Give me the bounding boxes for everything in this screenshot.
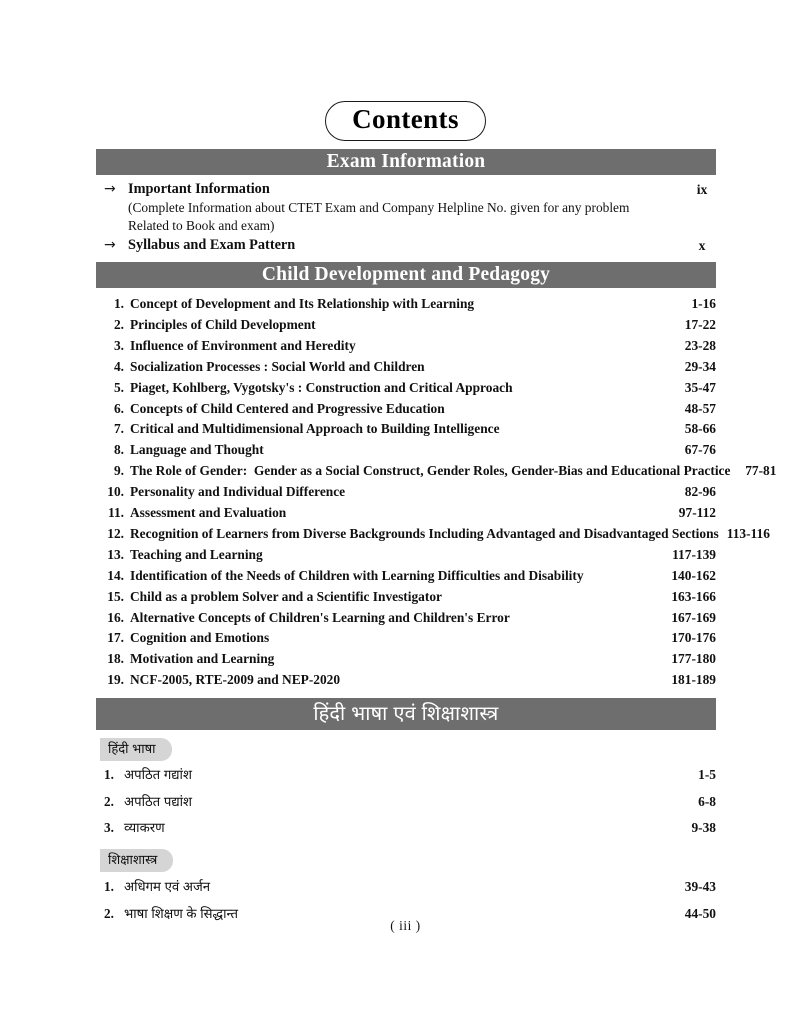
toc-row-label: Critical and Multidimensional Approach to Building Intelligence (130, 421, 500, 437)
toc-row-page: 97-112 (678, 505, 716, 520)
toc-row-number: 13. (107, 546, 124, 562)
toc-row-number: 11. (108, 505, 124, 520)
toc-row[interactable] (96, 567, 716, 584)
toc-row-page: 23-28 (684, 337, 716, 353)
toc-row-page: 82-96 (684, 484, 716, 500)
toc-row-number: 15. (107, 588, 124, 604)
toc-row-page: 35-47 (684, 379, 716, 395)
section-heading-child-development-and-pedagogy: Child Development and Pedagogy (96, 262, 716, 288)
toc-row[interactable] (96, 441, 716, 458)
toc-row-label: Cognition and Emotions (130, 630, 270, 646)
toc-row-number: 9. (113, 463, 124, 479)
toc-row[interactable] (96, 337, 716, 354)
toc-row-page: 39-43 (684, 879, 716, 894)
toc-row-number: 3. (113, 337, 124, 353)
exam-info-entry-title: Important Information (128, 181, 270, 197)
toc-row[interactable] (96, 400, 716, 417)
toc-row-page: 113-116 (726, 525, 770, 541)
exam-info-entry-note-line-1: (Complete Information about CTET Exam and Company Helpline No. given for any problem (128, 200, 630, 215)
toc-row[interactable] (96, 358, 716, 375)
toc-row-number: 7. (113, 421, 124, 437)
toc-row[interactable] (96, 316, 716, 333)
toc-row-page: 6-8 (698, 793, 716, 809)
toc-row[interactable] (96, 546, 716, 563)
toc-row-page: 58-66 (684, 421, 716, 437)
toc-row-label: Identification of the Needs of Children with Learning Difficulties and Disability (130, 567, 584, 583)
toc-row-page: 48-57 (684, 400, 716, 416)
toc-row[interactable] (96, 483, 716, 500)
toc-row-label: भाषा शिक्षण के सिद्धान्त (124, 905, 239, 921)
toc-row-number: 2. (104, 905, 114, 921)
toc-row[interactable] (104, 793, 716, 811)
toc-row[interactable] (96, 295, 716, 312)
toc-row-label: Piaget, Kohlberg, Vygotsky's : Construction and Critical Approach (130, 379, 513, 395)
toc-row-label: Alternative Concepts of Children's Learning and Children's Error (130, 609, 510, 625)
page-number-footer: ( iii ) (390, 918, 421, 933)
toc-row[interactable] (96, 462, 777, 479)
toc-row-page: 77-81 (745, 463, 777, 479)
toc-row-number: 10. (107, 484, 124, 500)
exam-info-entry-page: ix (696, 182, 708, 197)
toc-row-page: 163-166 (671, 588, 716, 604)
exam-info-entry-body (128, 180, 688, 234)
exam-info-entry-important-information[interactable] (104, 180, 716, 234)
toc-row-page: 140-162 (671, 567, 716, 583)
toc-row-number: 4. (113, 358, 124, 374)
page-title-wrapper (0, 101, 811, 141)
toc-row-label: NCF-2005, RTE-2009 and NEP-2020 (130, 672, 341, 688)
toc-row-page: 177-180 (671, 651, 716, 667)
toc-row-number: 3. (104, 820, 114, 835)
toc-row-page: 1-16 (691, 296, 716, 311)
toc-row[interactable] (96, 609, 716, 626)
toc-row-number: 17. (107, 630, 124, 646)
exam-info-entry-page: x (698, 238, 706, 253)
toc-row-label: Language and Thought (130, 442, 264, 458)
toc-row-label: Assessment and Evaluation (130, 505, 287, 520)
toc-row[interactable] (96, 629, 716, 646)
toc-row-label: Influence of Environment and Heredity (130, 337, 356, 353)
exam-info-entry-syllabus-and-exam-pattern[interactable] (104, 236, 716, 255)
toc-row[interactable] (96, 379, 716, 396)
toc-row[interactable] (96, 420, 716, 437)
toc-row-number: 16. (107, 609, 124, 625)
subsection-label-1: हिंदी भाषा (100, 738, 172, 761)
toc-row-page: 17-22 (684, 316, 716, 332)
toc-row-page: 170-176 (671, 630, 716, 646)
toc-row-label: Child as a problem Solver and a Scientific Investigator (130, 588, 442, 604)
toc-row-number: 1. (104, 879, 114, 894)
toc-row-page: 9-38 (691, 820, 716, 835)
toc-row-number: 5. (113, 379, 124, 395)
exam-info-entry-body (128, 236, 688, 255)
toc-row-label: Socialization Processes : Social World and Children (130, 358, 425, 374)
toc-row-number: 12. (107, 525, 124, 541)
toc-row[interactable] (104, 819, 716, 837)
page-title: Contents (325, 101, 486, 141)
arrow-right-icon: → (104, 237, 116, 253)
toc-row[interactable] (96, 588, 716, 605)
toc-row[interactable] (96, 650, 716, 667)
toc-row-number: 2. (113, 316, 124, 332)
exam-info-entry-note-line-2: Related to Book and exam) (128, 217, 275, 233)
toc-row-number: 1. (104, 767, 114, 782)
toc-row-label: Teaching and Learning (130, 546, 263, 562)
toc-row-label: Motivation and Learning (130, 651, 275, 667)
toc-row-number: 2. (104, 793, 114, 809)
toc-row[interactable] (104, 766, 716, 784)
toc-row-number: 14. (107, 567, 124, 583)
toc-row-label: अधिगम एवं अर्जन (124, 879, 211, 894)
section-heading-hindi-bhasha-evam-shikshashastra: हिंदी भाषा एवं शिक्षाशास्त्र (96, 698, 716, 730)
subsection-label-2: शिक्षाशास्त्र (100, 849, 173, 872)
toc-row-number: 8. (113, 442, 124, 458)
toc-row-page: 181-189 (671, 672, 716, 688)
toc-row-page: 67-76 (684, 442, 716, 458)
toc-row-label: अपठित पद्यांश (124, 793, 193, 809)
toc-row-label: Principles of Child Development (130, 316, 316, 332)
toc-row-page: 44-50 (684, 905, 716, 921)
toc-row-page: 117-139 (672, 546, 716, 562)
exam-info-entry-title: Syllabus and Exam Pattern (128, 237, 296, 253)
toc-row-page: 167-169 (671, 609, 716, 625)
toc-row[interactable] (104, 878, 716, 896)
toc-row-label: Concepts of Child Centered and Progressive Education (130, 400, 445, 416)
toc-row-number: 6. (113, 400, 124, 416)
toc-row-label: Recognition of Learners from Diverse Backgrounds Including Advantaged and Disadvantaged Sections (130, 525, 719, 541)
toc-row-label: अपठित गद्यांश (124, 767, 192, 782)
toc-row-page: 29-34 (684, 358, 716, 374)
toc-row-number: 1. (113, 296, 124, 311)
arrow-right-icon: → (104, 181, 116, 197)
toc-row-label: व्याकरण (124, 820, 165, 835)
section-heading-exam-information: Exam Information (96, 149, 716, 175)
toc-row-number: 18. (107, 651, 124, 667)
toc-row[interactable] (96, 525, 770, 542)
toc-row[interactable] (96, 504, 716, 521)
toc-row-page: 1-5 (698, 767, 716, 782)
toc-row-label: Personality and Individual Difference (130, 484, 346, 500)
toc-row-label: Concept of Development and Its Relationship with Learning (130, 296, 475, 311)
toc-row-number: 19. (107, 672, 124, 688)
toc-row-label: The Role of Gender: Gender as a Social Construct, Gender Roles, Gender-Bias and Educational Practice (130, 463, 731, 479)
toc-row[interactable] (96, 671, 716, 688)
